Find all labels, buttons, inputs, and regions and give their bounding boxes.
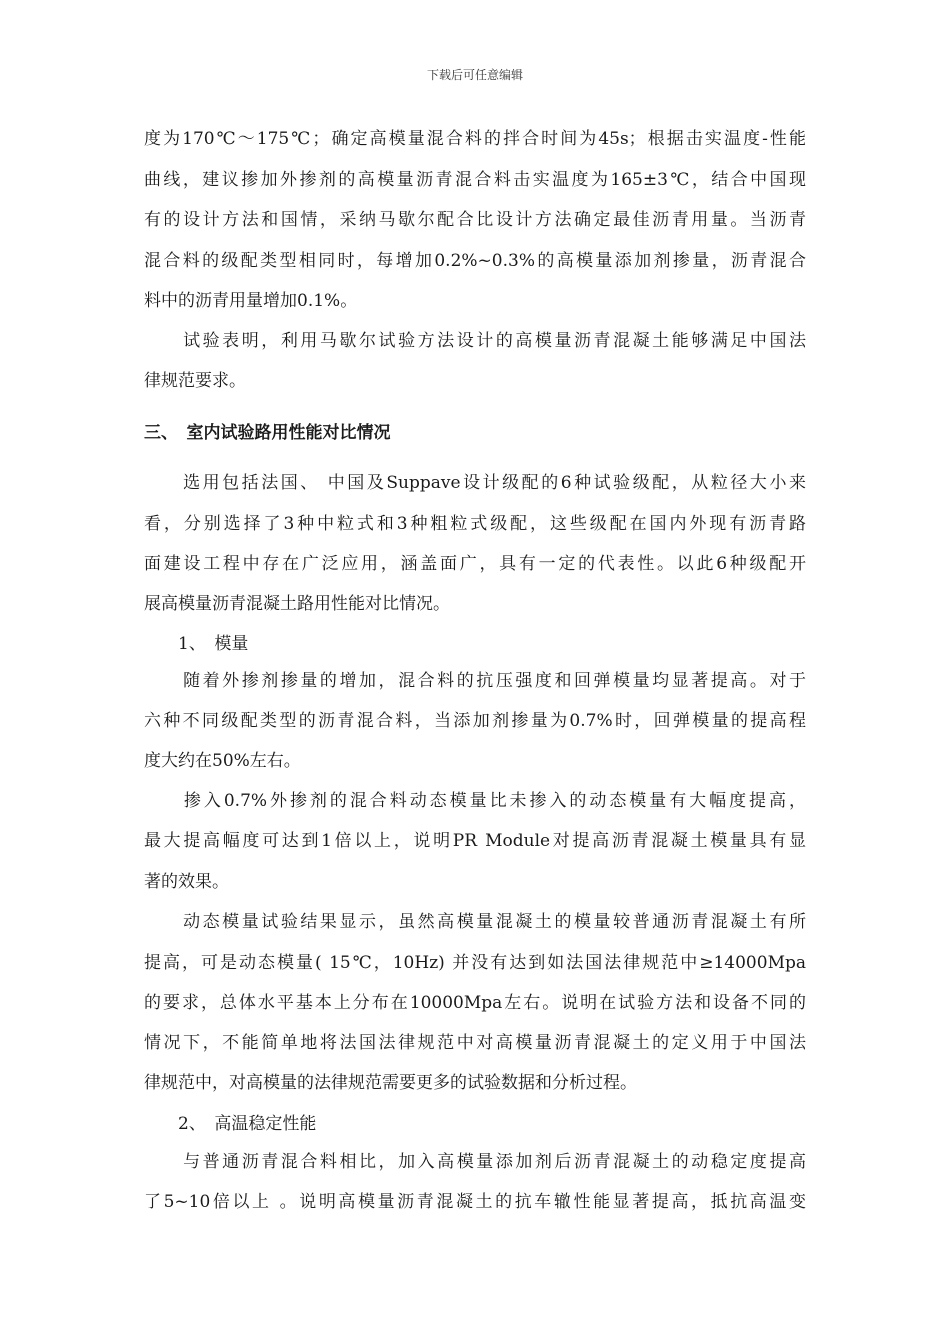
body-text-line: 最大提高幅度可达到1倍以上，说明PR Module对提高沥青混凝土模量具有显 (144, 831, 806, 851)
body-text-line: 著的效果。 (144, 872, 229, 892)
subsection-heading: 1、 模量 (144, 634, 249, 654)
body-text-line: 随着外掺剂掺量的增加，混合料的抗压强度和回弹模量均显著提高。对于 (144, 671, 806, 691)
body-text-line: 动态模量试验结果显示，虽然高模量混凝土的模量较普通沥青混凝土有所 (144, 912, 806, 932)
body-text-line: 曲线，建议掺加外掺剂的高模量沥青混合料击实温度为165±3℃，结合中国现 (144, 170, 806, 190)
body-text-line: 度大约在50%左右。 (144, 751, 301, 771)
body-text-line: 的要求，总体水平基本上分布在10000Mpa左右。说明在试验方法和设备不同的 (144, 993, 806, 1013)
body-text-line: 有的设计方法和国情，采纳马歇尔配合比设计方法确定最佳沥青用量。当沥青 (144, 210, 806, 230)
subsection-heading: 2、 高温稳定性能 (144, 1114, 317, 1134)
body-text-line: 试验表明，利用马歇尔试验方法设计的高模量沥青混凝土能够满足中国法 (144, 331, 806, 351)
body-text-line: 度为170℃～175℃；确定高模量混合料的拌合时间为45s；根据击实温度-性能 (144, 129, 806, 149)
body-text-line: 律规范要求。 (144, 371, 246, 391)
body-text-line: 展高模量沥青混凝土路用性能对比情况。 (144, 594, 450, 614)
body-text-line: 六种不同级配类型的沥青混合料，当添加剂掺量为0.7%时，回弹模量的提高程 (144, 711, 806, 731)
body-text-line: 面建设工程中存在广泛应用，涵盖面广，具有一定的代表性。以此6种级配开 (144, 554, 806, 574)
body-text-line: 看，分别选择了3种中粒式和3种粗粒式级配，这些级配在国内外现有沥青路 (144, 514, 806, 534)
body-text-line: 与普通沥青混合料相比，加入高模量添加剂后沥青混凝土的动稳定度提高 (144, 1152, 806, 1172)
body-text-line: 情况下，不能简单地将法国法律规范中对高模量沥青混凝土的定义用于中国法 (144, 1033, 806, 1053)
body-text-line: 混合料的级配类型相同时，每增加0.2%~0.3%的高模量添加剂掺量，沥青混合 (144, 251, 806, 271)
body-text-line: 料中的沥青用量增加0.1%。 (144, 291, 358, 311)
body-text-line: 提高，可是动态模量( 15℃，10Hz) 并没有达到如法国法律规范中≥14000Mpa (144, 953, 806, 973)
page-header: 下载后可任意编辑 (426, 68, 523, 82)
body-text-line: 掺入0.7%外掺剂的混合料动态模量比未掺入的动态模量有大幅度提高， (144, 791, 806, 811)
body-text-line: 了5~10倍以上 。说明高模量沥青混凝土的抗车辙性能显著提高，抵抗高温变 (144, 1192, 806, 1212)
body-text-line: 律规范中，对高模量的法律规范需要更多的试验数据和分析过程。 (144, 1073, 637, 1093)
section-heading: 三、 室内试验路用性能对比情况 (144, 423, 391, 443)
body-text-line: 选用包括法国、 中国及Suppave设计级配的6种试验级配，从粒径大小来 (144, 473, 806, 493)
